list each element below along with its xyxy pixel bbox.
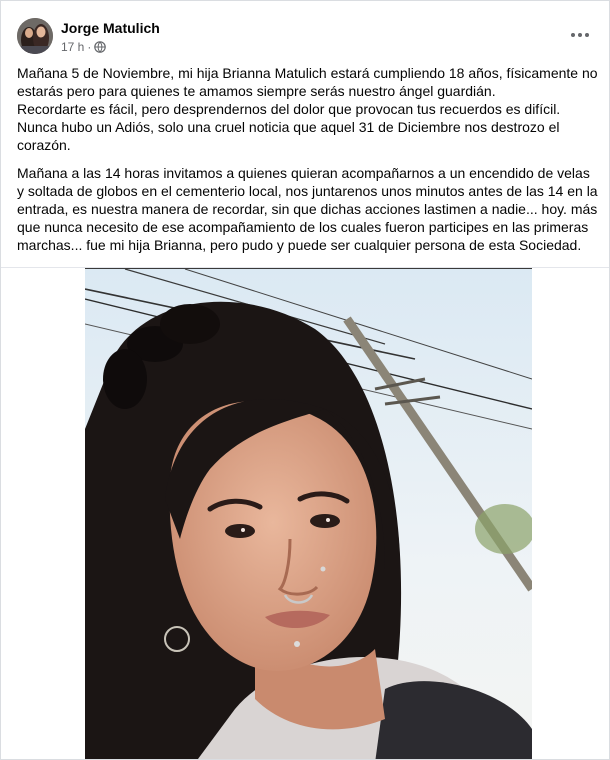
- more-options-icon[interactable]: [565, 20, 595, 50]
- post-header: [17, 18, 595, 58]
- post-paragraph-1: Mañana 5 de Noviembre, mi hija Brianna Matulich estará cumpliendo 18 años, físicamente no estarás pero para quienes te amamos siempre serás nuestro ángel guardián. Recordarte es fácil, pero desprendernos del dolor que provocan tus recuerdos es difícil. Nunca hubo un Adiós, solo una cruel noticia que aquel 31 de Diciembre nos destrozo el corazón.: [17, 65, 598, 153]
- post-media: [1, 267, 610, 760]
- author-avatar[interactable]: [17, 18, 53, 54]
- globe-icon[interactable]: [94, 41, 106, 53]
- meta-separator: ·: [87, 40, 92, 54]
- post-paragraph-2: Mañana a las 14 horas invitamos a quienes quieran acompañarnos a un encendido de velas y soltada de globos en el cementerio local, nos juntarenos unos minutos antes de las 14 en la entrada, es nuestra manera de recordar, sin que dichas acciones lastimen a nadie... hoy. más que nunca necesito de ese acompañamiento de los cuales fueron participes en las primeras marchas... fue mi hija Brianna, pero pudo y puede ser cualquier persona de esta Sociedad.: [17, 165, 598, 253]
- post-text: [17, 64, 599, 292]
- post-meta: [61, 40, 106, 54]
- author-name[interactable]: Jorge Matulich: [61, 20, 160, 36]
- post-time[interactable]: 17 h: [61, 40, 85, 54]
- post-photo[interactable]: [85, 268, 532, 760]
